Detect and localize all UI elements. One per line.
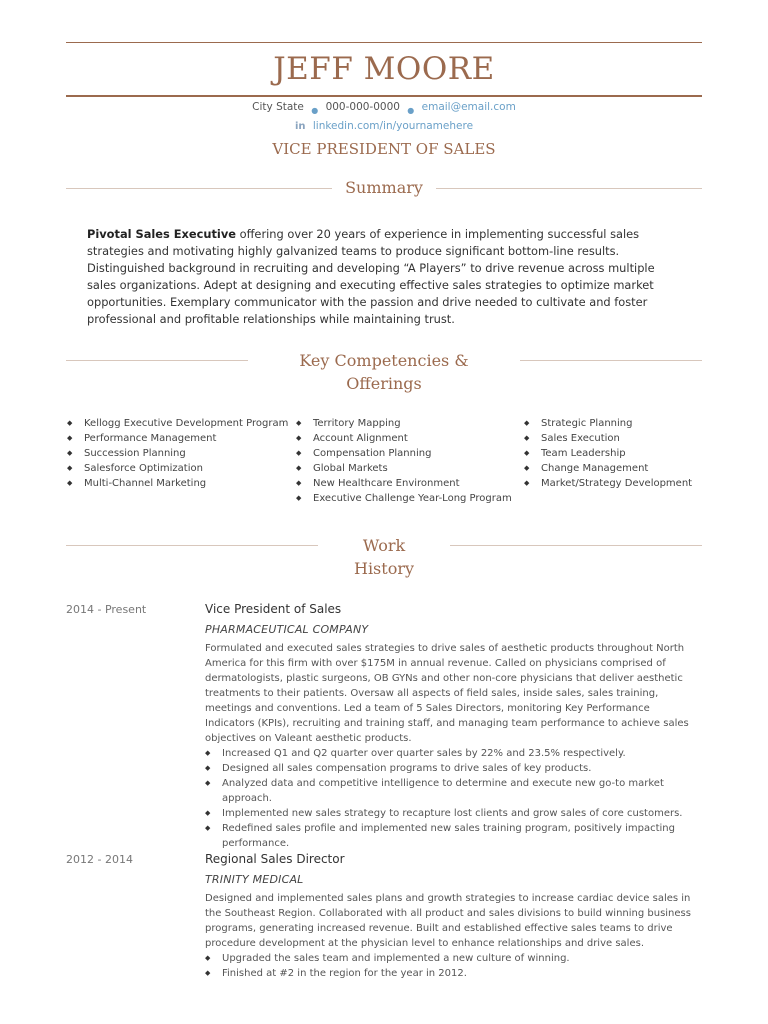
summary-body: offering over 20 years of experience in implementing successful sales strategies and motivating highly galvanized teams to produce significant bottom-line results. Distinguished background in recruiting and developing “A Players” to drive revenue across multiple sales organizations. Adept at designing and executing effective sales strategies to optimize market opportunities. Exemplary communicator with the passion and drive needed to cultivate and foster professional and profitable relationships while maintaining trust. [87, 227, 655, 326]
list-item: ◆ Account Alignment [296, 431, 512, 446]
list-item: ◆ Finished at #2 in the region for the year in 2012. [205, 966, 700, 981]
competencies-column-3 [524, 416, 692, 491]
work-history-heading [318, 534, 450, 580]
section-rule-right [436, 188, 702, 189]
list-item: ◆ Increased Q1 and Q2 quarter over quarter sales by 22% and 23.5% respectively. [205, 746, 700, 761]
city-state: City State [252, 101, 304, 113]
list-item: ◆ Market/Strategy Development [524, 476, 692, 491]
job-dates: 2012 - 2014 [66, 853, 133, 866]
list-item: ◆ Designed all sales compensation programs to drive sales of key products. [205, 761, 700, 776]
list-item: ◆ Compensation Planning [296, 446, 512, 461]
job-role: Regional Sales Director [205, 852, 345, 866]
work-heading-line2: History [353, 559, 415, 578]
list-item: ◆ Change Management [524, 461, 692, 476]
list-item: ◆ Upgraded the sales team and implemented a new culture of winning. [205, 951, 700, 966]
section-rule-left [66, 545, 318, 546]
list-item: ◆ New Healthcare Environment [296, 476, 512, 491]
section-rule-right [520, 360, 702, 361]
list-item: ◆ Multi-Channel Marketing [67, 476, 288, 491]
section-rule-left [66, 188, 332, 189]
summary-lead: Pivotal Sales Executive [87, 227, 236, 241]
linkedin-line [0, 120, 768, 132]
list-item: ◆ Executive Challenge Year-Long Program [296, 491, 512, 506]
job-dates: 2014 - Present [66, 603, 147, 616]
competencies-heading-line1: Key Competencies & [299, 351, 469, 370]
list-item: ◆ Analyzed data and competitive intelligence to determine and execute new go-to market approach. [205, 776, 700, 806]
section-rule-right [450, 545, 702, 546]
list-item: ◆ Redefined sales profile and implemented new sales training program, positively impacting performance. [205, 821, 700, 851]
job-description: Designed and implemented sales plans and growth strategies to increase cardiac device sales in the Southeast Region. Collaborated with all product and sales divisions to build winning business programs, generating increased revenue. Built and established effective sales teams to drive procedure development at the physician level to enhance relationships and drive sales. [205, 893, 691, 949]
competencies-heading [248, 349, 520, 395]
linkedin-link[interactable]: linkedin.com/in/yournamehere [312, 120, 474, 132]
list-item: ◆ Global Markets [296, 461, 512, 476]
job-achievements [205, 746, 700, 851]
bullet-separator-icon: ● [311, 106, 319, 115]
job-title: VICE PRESIDENT OF SALES [272, 140, 496, 158]
list-item: ◆ Strategic Planning [524, 416, 692, 431]
job-achievements [205, 951, 700, 981]
competencies-column-1 [67, 416, 288, 491]
bullet-separator-icon: ● [407, 106, 415, 115]
top-rule [66, 42, 702, 43]
list-item: ◆ Performance Management [67, 431, 288, 446]
section-rule-left [66, 360, 248, 361]
list-item: ◆ Territory Mapping [296, 416, 512, 431]
phone-number: 000-000-0000 [325, 101, 400, 113]
work-heading-line1: Work [362, 536, 406, 555]
company-name: PHARMACEUTICAL COMPANY [205, 623, 369, 636]
candidate-name: JEFF MOORE [273, 51, 495, 87]
summary-heading: Summary [345, 178, 423, 197]
list-item: ◆ Succession Planning [67, 446, 288, 461]
email-link[interactable]: email@email.com [421, 101, 516, 113]
linkedin-icon: in [294, 121, 306, 132]
summary-text [87, 226, 687, 328]
competencies-column-2 [296, 416, 512, 506]
list-item: ◆ Implemented new sales strategy to recapture lost clients and grow sales of core customers. [205, 806, 700, 821]
job-role: Vice President of Sales [205, 602, 342, 616]
list-item: ◆ Team Leadership [524, 446, 692, 461]
job-description: Formulated and executed sales strategies to drive sales of aesthetic products throughout North America for this firm with over $175M in annual revenue. Called on physicians comprised of dermatologists, plastic surgeons, OB GYNs and other non-core physicians that deliver aesthetic treatments to their patients. Oversaw all aspects of field sales, inside sales, sales training, meetings and conventions. Led a team of 5 Sales Directors, monitoring Key Performance Indicators (KPIs), recruiting and training staff, and managing team performance to achieve sales objectives on Valeant aesthetic products. [205, 643, 689, 744]
list-item: ◆ Kellogg Executive Development Program [67, 416, 288, 431]
competencies-heading-line2: Offerings [346, 374, 422, 393]
name-underline [66, 95, 702, 97]
company-name: TRINITY MEDICAL [205, 873, 304, 886]
list-item: ◆ Sales Execution [524, 431, 692, 446]
contact-line [0, 101, 768, 113]
list-item: ◆ Salesforce Optimization [67, 461, 288, 476]
